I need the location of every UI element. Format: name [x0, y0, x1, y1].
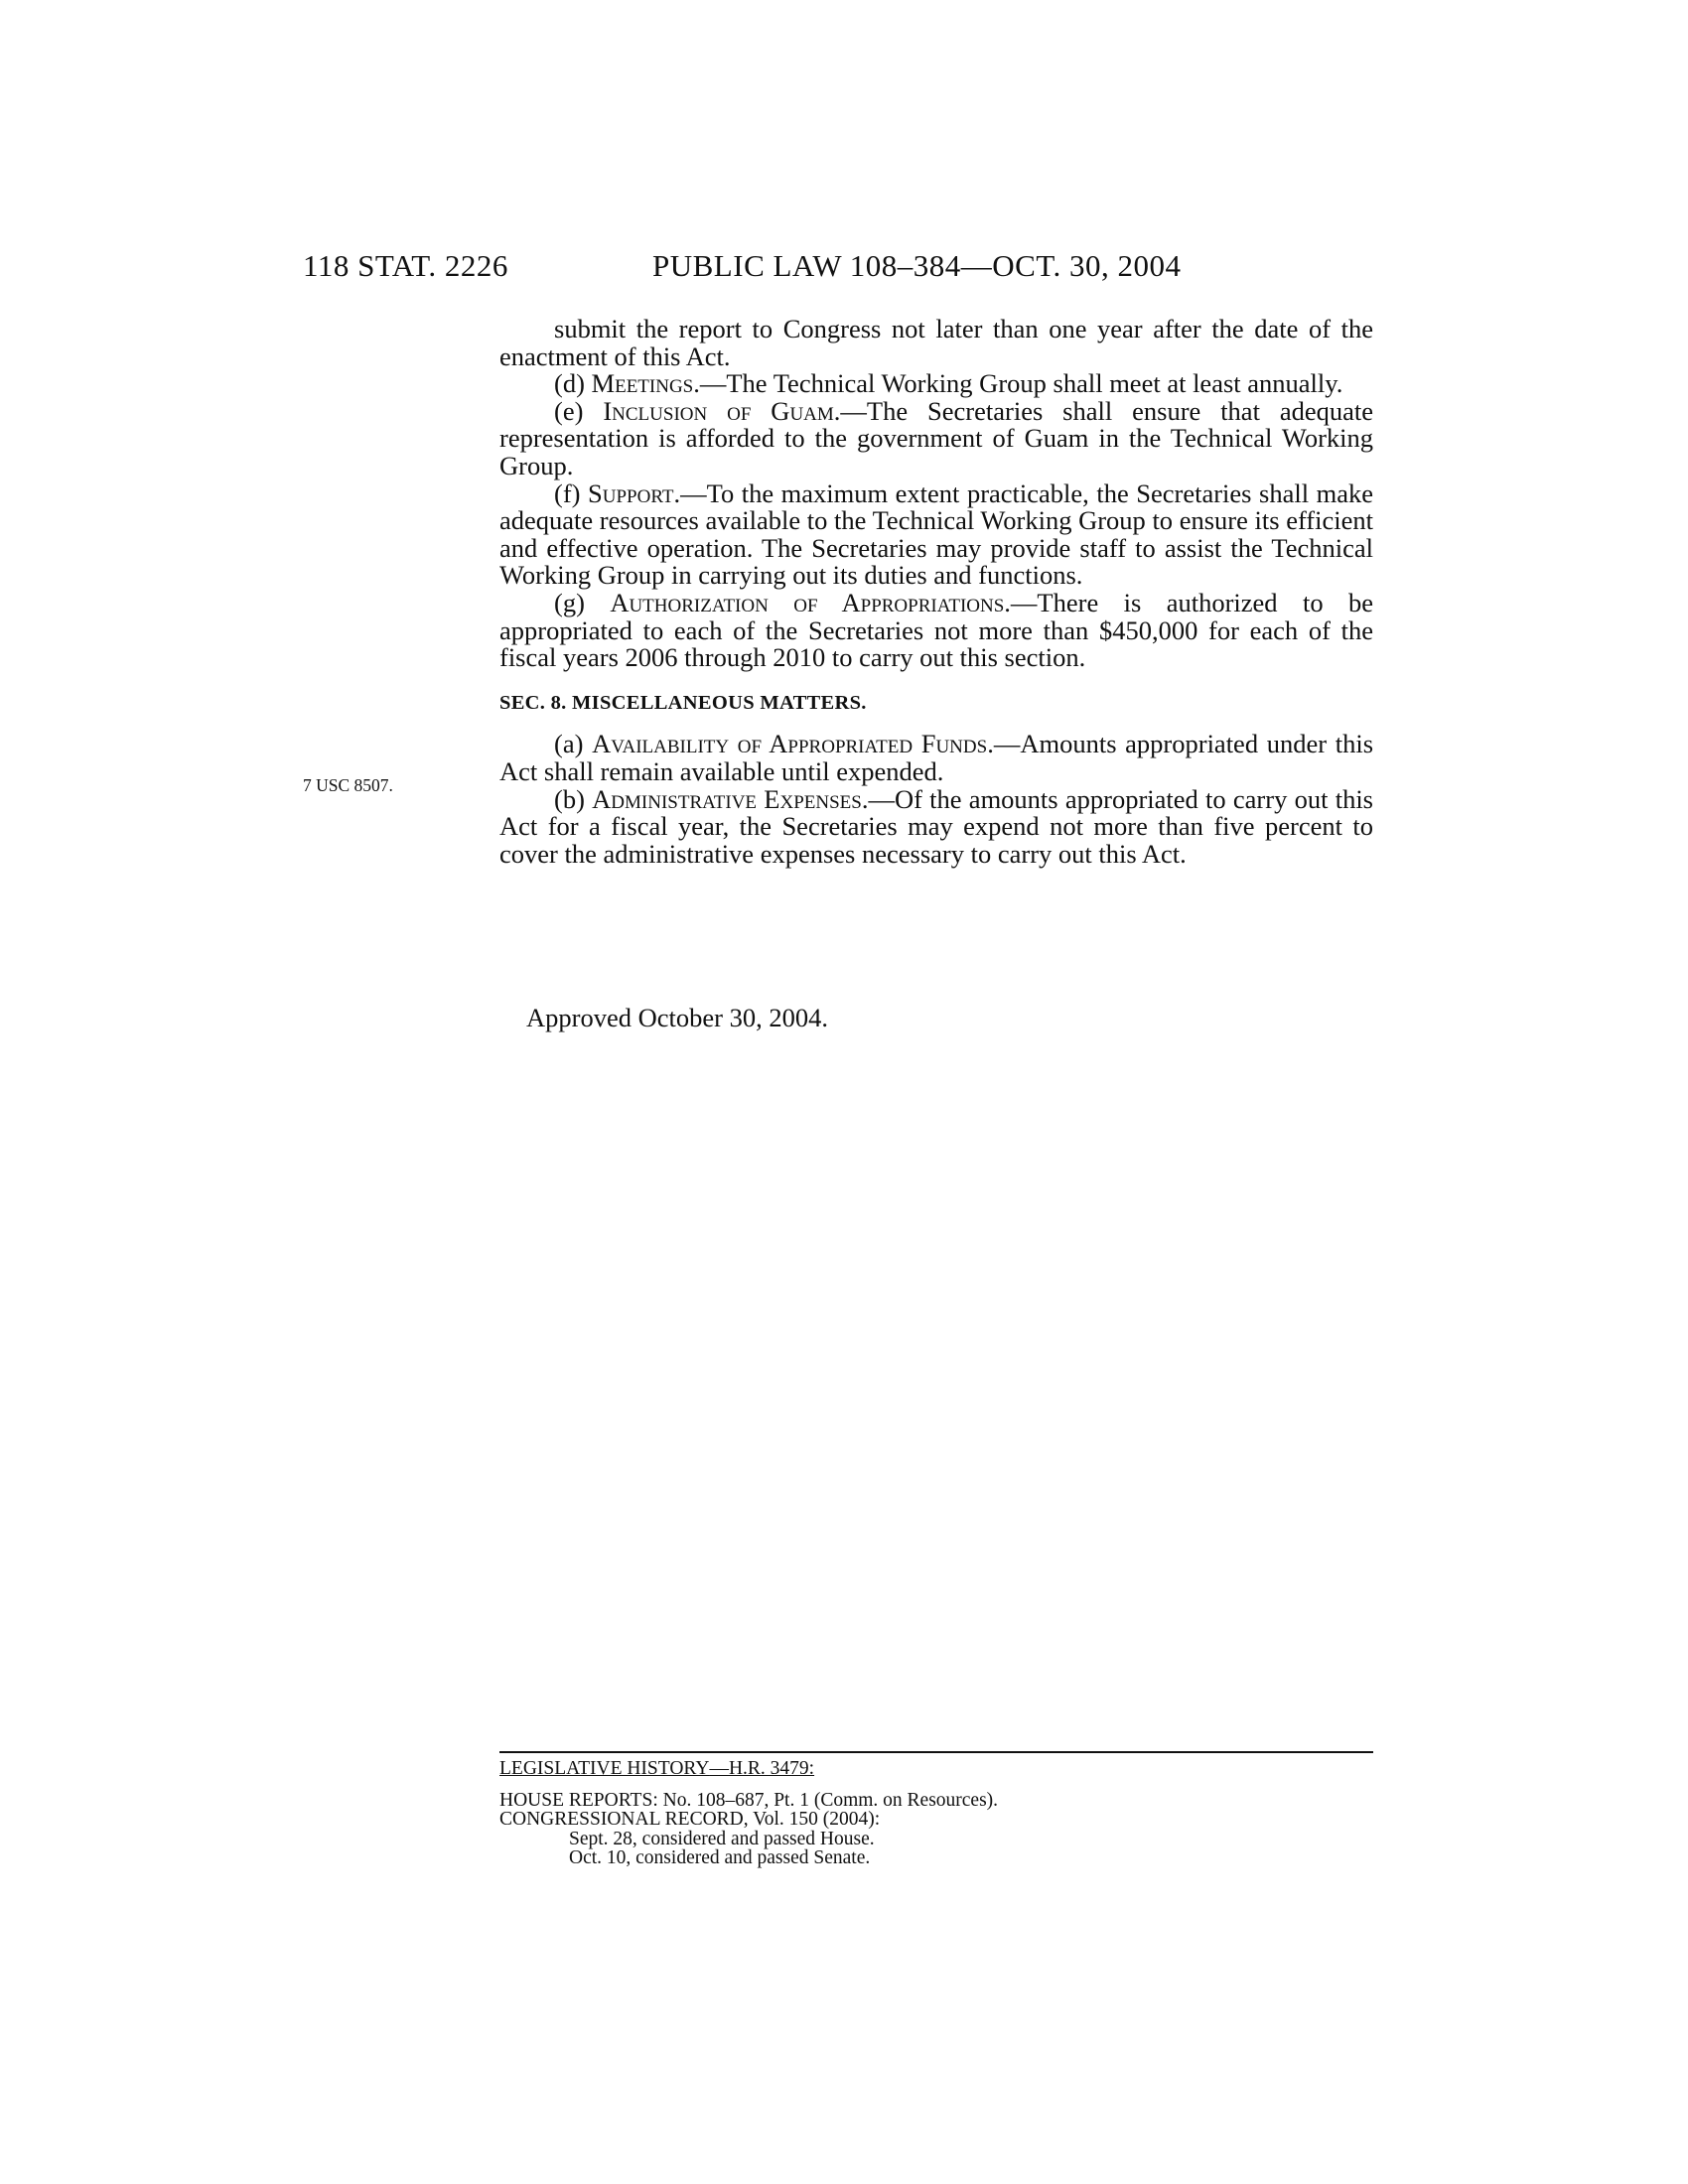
history-action-house: Sept. 28, considered and passed House.: [569, 1828, 875, 1849]
legislative-history-bill: —H.R. 3479:: [709, 1758, 815, 1779]
legislative-history-title: LEGISLATIVE HISTORY: [499, 1758, 710, 1779]
statute-body: [499, 316, 1373, 868]
approval-date: Approved October 30, 2004.: [526, 1003, 828, 1032]
history-action-senate: Oct. 10, considered and passed Senate.: [569, 1847, 871, 1868]
subsection-e: (e) Inclusion of Guam.—The Secretaries shall ensure that adequate representation is afforded to the government of Guam in the Technical Working Group.: [499, 395, 1373, 480]
subsection-d-designator: (d): [554, 368, 585, 399]
section-8-subsection-b-heading: Administrative Expenses: [592, 783, 862, 814]
subsection-f: (f) Support.—To the maximum extent practicable, the Secretaries shall make adequate resources available to the Technical Working Group to ensure its efficient and effective operation. The Secretaries may provide staff to assist the Technical Working Group in carrying out its duties and functions.: [499, 478, 1373, 591]
subsection-g-heading: Authorization of Appropriations: [610, 587, 1005, 617]
subsection-g-text: There is authorized to be appropriated to each of the Secretaries not more than $450,000 for each of the fiscal years 2006 through 2010 to carry out this section.: [499, 587, 1374, 673]
subsection-e-designator: (e): [554, 395, 584, 426]
margin-note-usc: 7 USC 8507.: [303, 775, 393, 795]
section-8-subsection-a: (a) Availability of Appropriated Funds.—Amounts appropriated under this Act shall remain available until expended.: [499, 729, 1374, 786]
subsection-g-designator: (g): [554, 587, 585, 617]
subsection-f-heading: Support: [588, 478, 674, 508]
stat-page-number: 118 STAT. 2226: [303, 248, 508, 283]
subsection-d: (d) Meetings.—The Technical Working Group shall meet at least annually.: [554, 368, 1343, 399]
subsection-e-heading: Inclusion of Guam: [603, 395, 834, 426]
congressional-record: CONGRESSIONAL RECORD, Vol. 150 (2004):: [499, 1809, 881, 1830]
subsection-f-text: To the maximum extent practicable, the Secretaries shall make adequate resources available to the Technical Working Group to ensure its efficient and effective operation. The Secretaries may provide staff to assist the Technical Working Group in carrying out its duties and functions.: [499, 478, 1373, 591]
section-8-subsection-a-text: Amounts appropriated under this Act shall remain available until expended.: [499, 729, 1374, 786]
section-heading: SEC. 8. MISCELLANEOUS MATTERS.: [499, 691, 867, 714]
divider-rule: [499, 1751, 1373, 1753]
section-8-subsection-a-designator: (a): [554, 729, 584, 759]
subsection-d-text: The Technical Working Group shall meet at least annually.: [726, 368, 1343, 399]
section-8-subsection-b: (b) Administrative Expenses.—Of the amounts appropriated to carry out this Act for a fiscal year, the Secretaries may expend not more than five percent to cover the administrative expenses necessary to carry out this Act.: [499, 783, 1373, 869]
subsection-e-text: The Secretaries shall ensure that adequate representation is afforded to the government of Guam in the Technical Working Group.: [499, 395, 1373, 480]
subsection-d-heading: Meetings: [591, 368, 694, 399]
section-8-subsection-b-designator: (b): [554, 783, 585, 814]
section-8-subsection-a-heading: Availability of Appropriated Funds: [592, 729, 988, 759]
legislative-history-heading: [499, 1759, 1373, 1779]
subsection-g: (g) Authorization of Appropriations.—There is authorized to be appropriated to each of the Secretaries not more than $450,000 for each of the fiscal years 2006 through 2010 to carry out this section.: [499, 587, 1374, 673]
section-8-subsection-b-text: Of the amounts appropriated to carry out this Act for a fiscal year, the Secretaries may expend not more than five percent to cover the administrative expenses necessary to carry out this Act.: [499, 783, 1373, 869]
legislative-history: [499, 1759, 1373, 1868]
running-head-law-title: PUBLIC LAW 108–384—OCT. 30, 2004: [652, 248, 1182, 283]
house-reports: HOUSE REPORTS: No. 108–687, Pt. 1 (Comm. on Resources).: [499, 1789, 999, 1811]
subsection-f-designator: (f): [554, 478, 581, 508]
continuation-text: submit the report to Congress not later than one year after the date of the enactment of this Act.: [499, 314, 1373, 371]
